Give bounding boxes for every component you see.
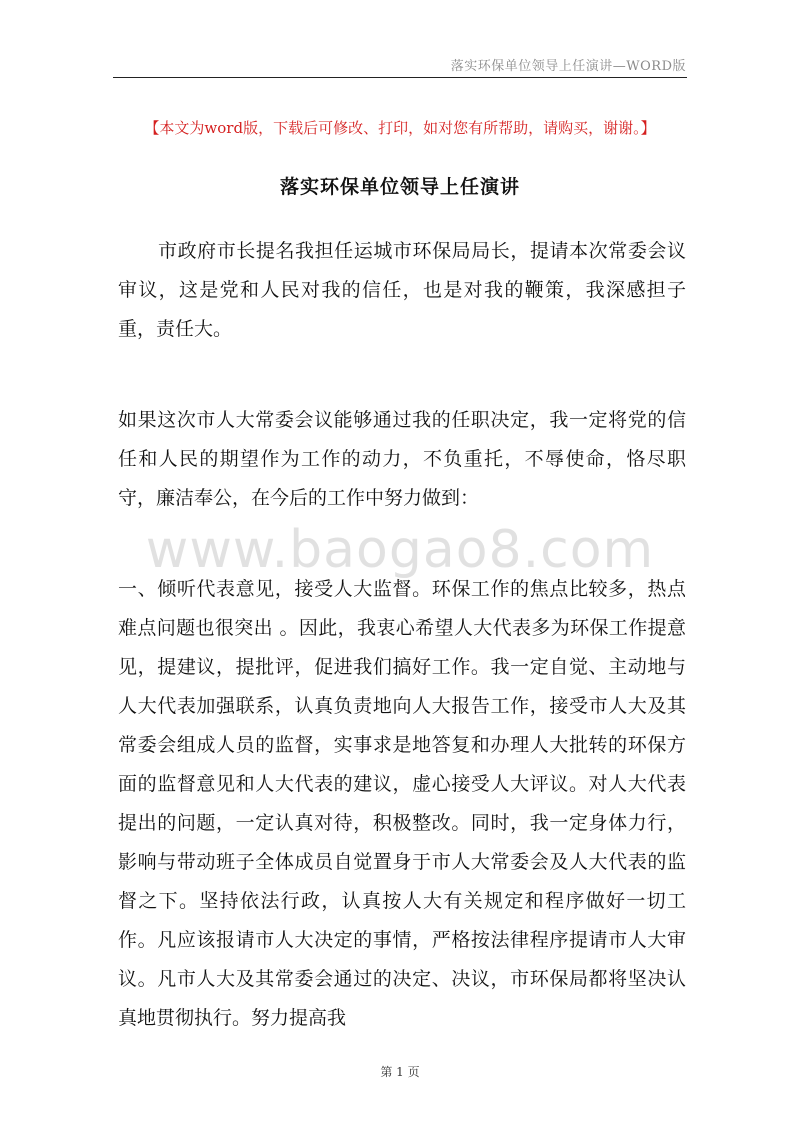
document-title: 落实环保单位领导上任演讲 [279,176,520,198]
purchase-notice: 【本文为word版，下载后可修改、打印，如对您有所帮助，请购买，谢谢。】 [144,119,656,137]
watermark: www.baogao8.com [145,520,655,580]
header-divider [113,77,687,78]
paragraph-2: 如果这次市人大常委会议能够通过我的任职决定，我一定将党的信任和人民的期望作为工作的动力，不负重托，不辱使命，恪尽职守，廉洁奉公，在今后的工作中努力做到： [118,409,686,509]
paragraph-3: 一、倾听代表意见，接受人大监督。环保工作的焦点比较多，热点难点问题也很突出 。因此，我衷心希望人大代表多为环保工作提意见，提建议，提批评，促进我们搞好工作。我一定自觉、主动地与人大代表加强联系，认真负责地向人大报告工作，接受市人大及其常委会组成人员的监督，实事求是地答复和办理人大批转的环保方面的监督意见和人大代表的建议，虚心接受人大评议。对人大代表提出的问题，一定认真对待，积极整改。同时，我一定身体力行，影响与带动班子全体成员自觉置身于市人大常委会及人大代表的监督之下。坚持依法行政，认真按人大有关规定和程序做好一切工作。凡应该报请市人大决定的事情，严格按法律程序提请市人大审议。凡市人大及其常委会通过的决定、决议，市环保局都将坚决认真地贯彻执行。努力提高我 [118,578,686,1029]
page-number: 第 1 页 [380,1065,420,1079]
running-header-title: 落实环保单位领导上任演讲—WORD版 [450,59,686,74]
paragraph-1: 市政府市长提名我担任运城市环保局局长，提请本次常委会议审议，这是党和人民对我的信任，也是对我的鞭策，我深感担子重，责任大。 [118,240,686,340]
